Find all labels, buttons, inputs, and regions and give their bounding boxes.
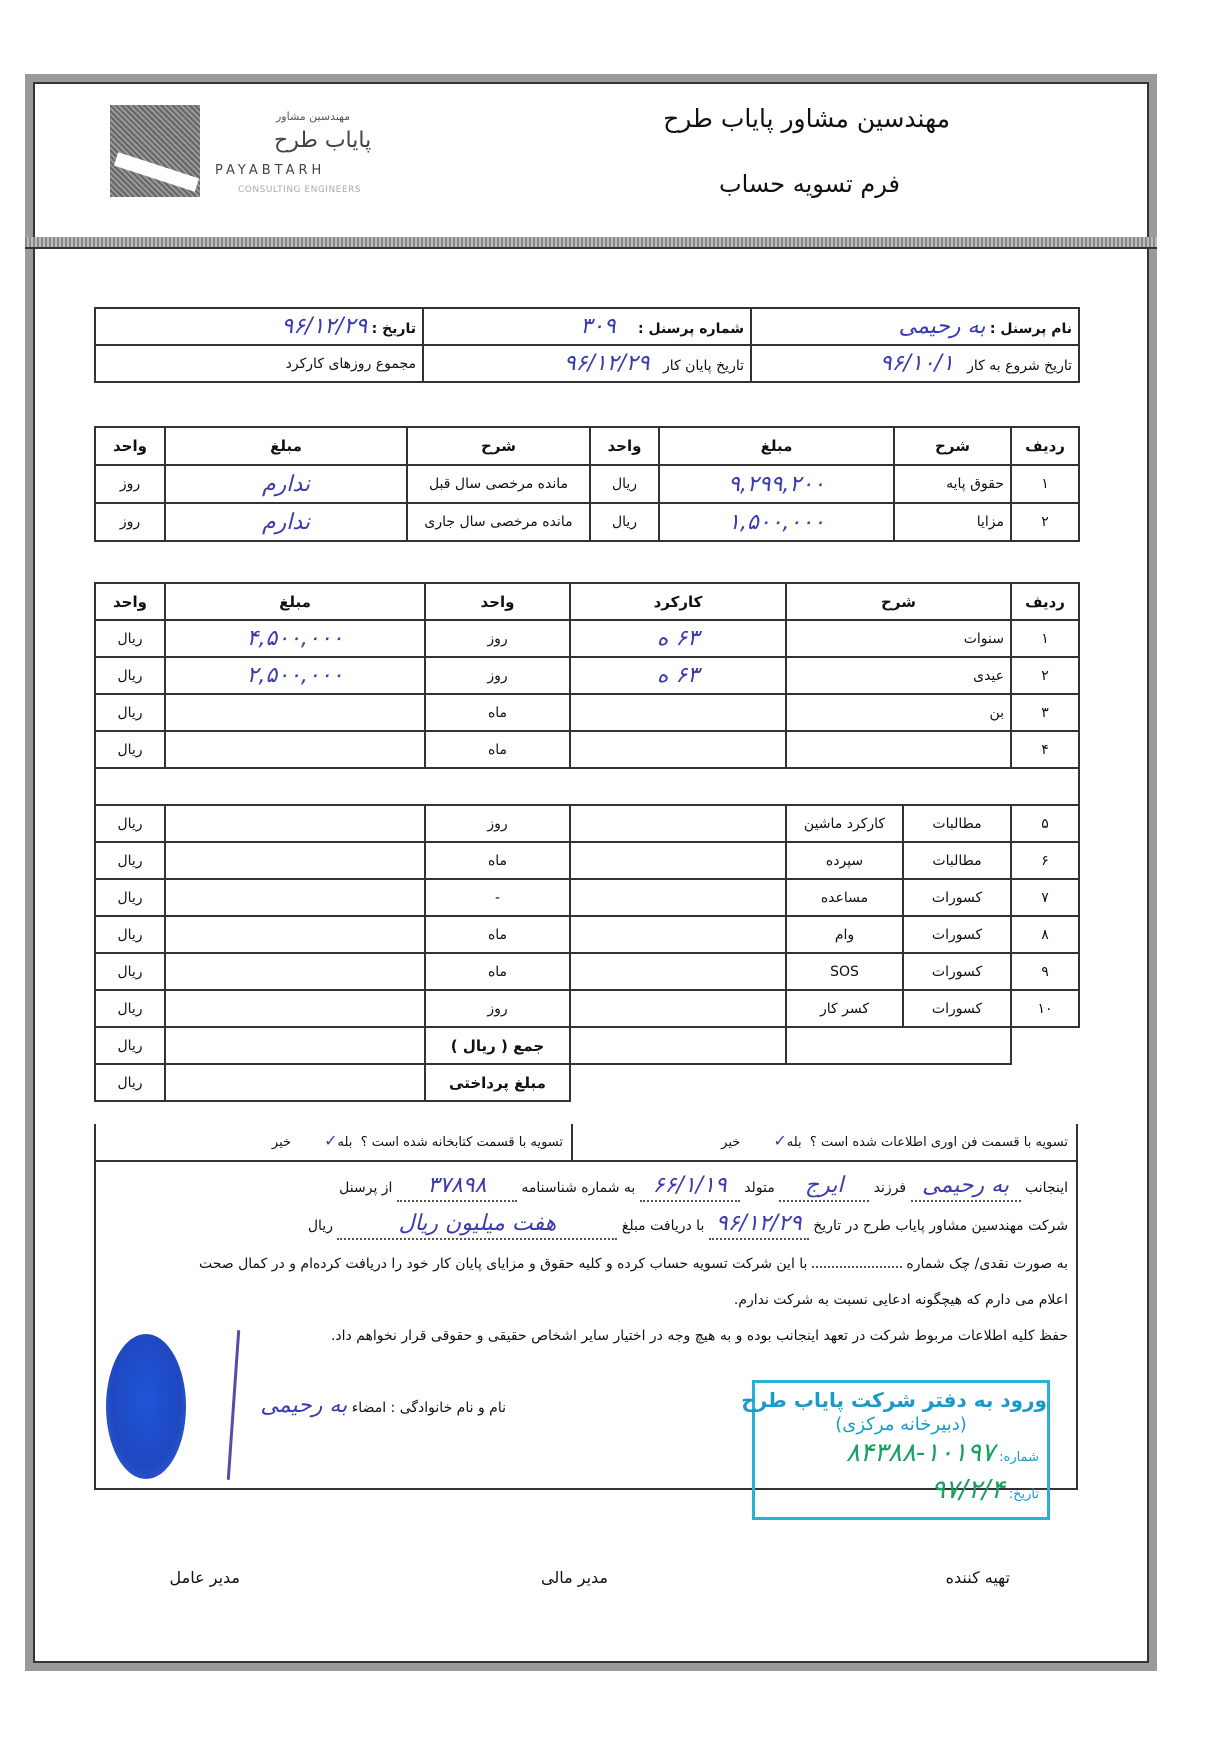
id-number-field[interactable]: ۳۷۸۹۸: [397, 1172, 517, 1202]
personnel-info-table: [94, 307, 1080, 383]
column-header: واحد: [95, 427, 165, 465]
paid-amount-cell[interactable]: [165, 1064, 425, 1101]
unit-cell: روز: [425, 620, 570, 657]
leave-description-cell: مانده مرخصی سال قبل: [407, 465, 590, 503]
settlement-table: [94, 582, 1080, 1102]
amount-cell[interactable]: [165, 805, 425, 842]
work-cell[interactable]: [570, 879, 786, 916]
column-header: واحد: [425, 583, 570, 620]
row-number: ۵: [1011, 805, 1079, 842]
category-cell: کسورات: [903, 879, 1011, 916]
description-cell: سنوات: [786, 620, 1011, 657]
days-label: مجموع روزهای کارکرد: [285, 355, 416, 372]
personnel-number-field[interactable]: [423, 308, 751, 345]
logo-mark-icon: [110, 105, 200, 197]
unit-cell: ریال: [95, 990, 165, 1027]
unit-cell: ریال: [590, 503, 659, 541]
leave-description-cell: مانده مرخصی سال جاری: [407, 503, 590, 541]
leave-amount-cell[interactable]: ندارم: [165, 503, 407, 541]
work-cell[interactable]: [570, 916, 786, 953]
start-label: تاریخ شروع به کار: [967, 358, 1072, 374]
form-title: فرم تسویه حساب: [718, 170, 900, 198]
unit-cell: ریال: [95, 805, 165, 842]
check-mark-icon: ✓: [773, 1131, 787, 1150]
amount-cell[interactable]: ۹,۲۹۹,۲۰۰: [659, 465, 894, 503]
text: با این شرکت تسویه حساب کرده و کلیه حقوق و مزایای پایان کار خود را دریافت کرده‌ام و در کمال صحت: [198, 1256, 808, 1272]
name-label: نام پرسنل :: [989, 321, 1072, 337]
table-row: [95, 953, 1079, 990]
employee-name-field[interactable]: به رحیمی: [911, 1172, 1021, 1202]
blank-row: [95, 768, 1079, 805]
logo-text-small: مهندسین مشاور: [276, 110, 351, 123]
amount-cell[interactable]: [165, 916, 425, 953]
column-header: کارکرد: [570, 583, 786, 620]
description-cell: مزایا: [894, 503, 1011, 541]
date-label: تاریخ :: [371, 321, 416, 337]
finance-manager-signature-label: مدیر مالی: [541, 1568, 608, 1587]
text: به شماره شناسنامه: [521, 1180, 636, 1196]
birth-date-field[interactable]: ۶۶/۱/۱۹: [640, 1172, 740, 1202]
it-question: تسویه با قسمت فن اوری اطلاعات شده است ؟: [809, 1135, 1068, 1150]
end-label: تاریخ پایان کار: [662, 358, 744, 374]
unit-cell: ریال: [95, 657, 165, 694]
amount-cell[interactable]: [165, 694, 425, 731]
row-number: ۷: [1011, 879, 1079, 916]
amount-cell[interactable]: [165, 953, 425, 990]
salary-table: [94, 426, 1080, 542]
description-cell: کسر کار: [786, 990, 903, 1027]
logo-subtitle: CONSULTING ENGINEERS: [238, 185, 362, 195]
description-cell: حقوق پایه: [894, 465, 1011, 503]
name-value: به رحیمی: [898, 314, 986, 339]
reception-stamp: [741, 1380, 1050, 1520]
row-number: ۱: [1011, 620, 1079, 657]
amount-cell[interactable]: [165, 879, 425, 916]
description-cell: بن: [786, 694, 1011, 731]
column-header: واحد: [590, 427, 659, 465]
paid-row: [95, 1064, 1079, 1101]
table-header-row: [95, 583, 1079, 620]
thumbprint-icon: [106, 1334, 186, 1479]
text: اینجانب: [1025, 1180, 1068, 1196]
signature-label: نام و نام خانوادگی : امضاء: [351, 1400, 506, 1416]
category-cell: مطالبات: [903, 805, 1011, 842]
clearance-checks: [94, 1124, 1078, 1162]
unit-cell: روز: [425, 657, 570, 694]
row-number: ۹: [1011, 953, 1079, 990]
unit-cell: روز: [425, 805, 570, 842]
total-row: [95, 1027, 1079, 1064]
description-cell: عیدی: [786, 657, 1011, 694]
unit-cell: ماه: [425, 842, 570, 879]
text: به صورت نقدی/ چک شماره: [906, 1256, 1068, 1272]
leave-amount-cell[interactable]: ندارم: [165, 465, 407, 503]
unit-cell: ماه: [425, 916, 570, 953]
table-row: [95, 694, 1079, 731]
unit-cell: ریال: [95, 1064, 165, 1101]
ceo-signature-label: مدیر عامل: [169, 1568, 240, 1587]
preparer-signature-label: تهیه کننده: [945, 1568, 1010, 1587]
divider: [571, 1124, 573, 1160]
row-number: ۴: [1011, 731, 1079, 768]
text: فرزند: [873, 1180, 907, 1196]
unit-cell: ریال: [95, 953, 165, 990]
table-row: [95, 805, 1079, 842]
empty-cell: [786, 1027, 1011, 1064]
work-cell[interactable]: [570, 842, 786, 879]
description-cell: [786, 731, 1011, 768]
unit-cell: روز: [95, 465, 165, 503]
work-cell[interactable]: [570, 805, 786, 842]
signature-field[interactable]: [260, 1392, 506, 1422]
text: شرکت مهندسین مشاور پایاب طرح در تاریخ: [813, 1218, 1068, 1234]
text: ریال: [307, 1218, 333, 1234]
column-header: مبلغ: [165, 583, 425, 620]
category-cell: مطالبات: [903, 842, 1011, 879]
date-value: ۹۶/۱۲/۲۹: [281, 314, 368, 339]
amount-cell[interactable]: [165, 990, 425, 1027]
text: متولد: [744, 1180, 775, 1196]
blank-cell: [95, 768, 1079, 805]
unit-cell: -: [425, 879, 570, 916]
stamp-date-label: تاریخ:: [1008, 1487, 1039, 1502]
company-name: مهندسین مشاور پایاب طرح: [663, 104, 950, 133]
stamp-number-label: شماره:: [999, 1450, 1039, 1465]
category-cell: کسورات: [903, 953, 1011, 990]
category-cell: کسورات: [903, 916, 1011, 953]
row-number: ۲: [1011, 503, 1079, 541]
total-days-field[interactable]: [95, 345, 423, 382]
date-field[interactable]: [95, 308, 423, 345]
column-header: مبلغ: [165, 427, 407, 465]
name-field[interactable]: [751, 308, 1079, 345]
column-header: مبلغ: [659, 427, 894, 465]
unit-cell: ریال: [95, 879, 165, 916]
amount-cell[interactable]: [165, 842, 425, 879]
unit-cell: ریال: [95, 620, 165, 657]
stamp-line-2: (دبیرخانه مرکزی): [835, 1414, 967, 1435]
declaration-line-5: حفظ کلیه اطلاعات مربوط شرکت در تعهد اینجانب بوده و به هیچ وجه در اختیار سایر اشخاص حقیقی و حقوقی قرار نخواهم داد.: [330, 1328, 1068, 1344]
row-number: ۱: [1011, 465, 1079, 503]
start-date-field[interactable]: [751, 345, 1079, 382]
unit-cell: ریال: [590, 465, 659, 503]
text: با دریافت مبلغ: [621, 1218, 705, 1234]
empty-cell: [570, 1027, 786, 1064]
column-header: شرح: [894, 427, 1011, 465]
unit-cell: ریال: [95, 1027, 165, 1064]
table-row: [95, 657, 1079, 694]
empty-cell: [570, 1064, 1079, 1101]
amount-cell[interactable]: ۲,۵۰۰,۰۰۰: [165, 657, 425, 694]
amount-field[interactable]: هفت میلیون ریال: [337, 1210, 617, 1240]
row-number: ۲: [1011, 657, 1079, 694]
pnum-value: ۳۰۹: [580, 314, 616, 339]
description-cell: کارکرد ماشین: [786, 805, 903, 842]
table-row: [95, 503, 1079, 541]
cheque-number-field[interactable]: [812, 1266, 902, 1268]
column-header: ردیف: [1011, 583, 1079, 620]
unit-cell: ریال: [95, 916, 165, 953]
row-number: ۸: [1011, 916, 1079, 953]
description-cell: SOS: [786, 953, 903, 990]
declaration-line-2: [308, 1210, 1068, 1240]
table-row: [95, 916, 1079, 953]
paid-label: مبلغ پرداختی: [425, 1064, 570, 1101]
work-cell[interactable]: [570, 694, 786, 731]
table-row: [95, 990, 1079, 1027]
library-yes-option[interactable]: بله: [337, 1135, 353, 1150]
unit-cell: ماه: [425, 731, 570, 768]
work-cell[interactable]: [570, 731, 786, 768]
header-divider: [25, 237, 1157, 249]
description-cell: مساعده: [786, 879, 903, 916]
stamp-date-value: ۹۷/۲/۴: [931, 1475, 1005, 1505]
stamp-number-value: ۱۰۱۹۷-۸۴۳۸۸: [845, 1438, 996, 1468]
total-label: جمع ( ریال ): [425, 1027, 570, 1064]
unit-cell: روز: [95, 503, 165, 541]
unit-cell: ماه: [425, 694, 570, 731]
unit-cell: ریال: [95, 731, 165, 768]
logo-text-en: PAYABTARH: [215, 163, 326, 178]
it-no-option[interactable]: خیر: [721, 1135, 741, 1150]
unit-cell: ماه: [425, 953, 570, 990]
unit-cell: ریال: [95, 694, 165, 731]
table-row: [95, 879, 1079, 916]
library-no-option[interactable]: خیر: [271, 1135, 292, 1150]
column-header: ردیف: [1011, 427, 1079, 465]
it-yes-option[interactable]: بله: [786, 1135, 802, 1150]
row-number: ۳: [1011, 694, 1079, 731]
table-header-row: [95, 427, 1079, 465]
amount-cell[interactable]: [165, 731, 425, 768]
empty-cell: [1011, 1027, 1079, 1064]
table-row: [95, 620, 1079, 657]
work-cell[interactable]: ۶۳ ه: [570, 657, 786, 694]
description-cell: وام: [786, 916, 903, 953]
work-cell[interactable]: [570, 953, 786, 990]
pnum-label: شماره پرسنل :: [637, 321, 744, 337]
category-cell: کسورات: [903, 990, 1011, 1027]
work-cell[interactable]: [570, 990, 786, 1027]
it-clearance: [588, 1124, 1068, 1160]
logo-text-fa: پایاب طرح: [274, 128, 372, 153]
column-header: شرح: [407, 427, 590, 465]
table-row: [95, 842, 1079, 879]
unit-cell: روز: [425, 990, 570, 1027]
check-mark-icon: ✓: [324, 1131, 338, 1150]
total-amount-cell[interactable]: [165, 1027, 425, 1064]
amount-cell[interactable]: ۱,۵۰۰,۰۰۰: [659, 503, 894, 541]
end-value: ۹۶/۱۲/۲۹: [563, 351, 650, 376]
stamp-line-1: ورود به دفتر شرکت پایاب طرح: [741, 1388, 1047, 1412]
row-number: ۶: [1011, 842, 1079, 879]
father-name-field[interactable]: ایرج: [779, 1172, 869, 1202]
library-question: تسویه با قسمت کتابخانه شده است ؟: [360, 1135, 563, 1150]
start-value: ۹۶/۱۰/۱: [879, 351, 954, 376]
row-number: ۱۰: [1011, 990, 1079, 1027]
table-row: [95, 731, 1079, 768]
settlement-date-field[interactable]: ۹۶/۱۲/۲۹: [709, 1210, 809, 1240]
signature-value: به رحیمی: [260, 1393, 348, 1418]
unit-cell: ریال: [95, 842, 165, 879]
description-cell: سپرده: [786, 842, 903, 879]
amount-cell[interactable]: ۴,۵۰۰,۰۰۰: [165, 620, 425, 657]
column-header: واحد: [95, 583, 165, 620]
library-clearance: [96, 1124, 571, 1160]
declaration-line-1: [339, 1172, 1068, 1202]
end-date-field[interactable]: [423, 345, 751, 382]
table-row: [95, 465, 1079, 503]
declaration-line-3: [199, 1250, 1068, 1278]
text: از پرسنل: [339, 1180, 393, 1196]
declaration-line-4: اعلام می دارم که هیچگونه ادعایی نسبت به شرکت ندارم.: [733, 1292, 1068, 1308]
work-cell[interactable]: ۶۳ ه: [570, 620, 786, 657]
column-header: شرح: [786, 583, 1011, 620]
